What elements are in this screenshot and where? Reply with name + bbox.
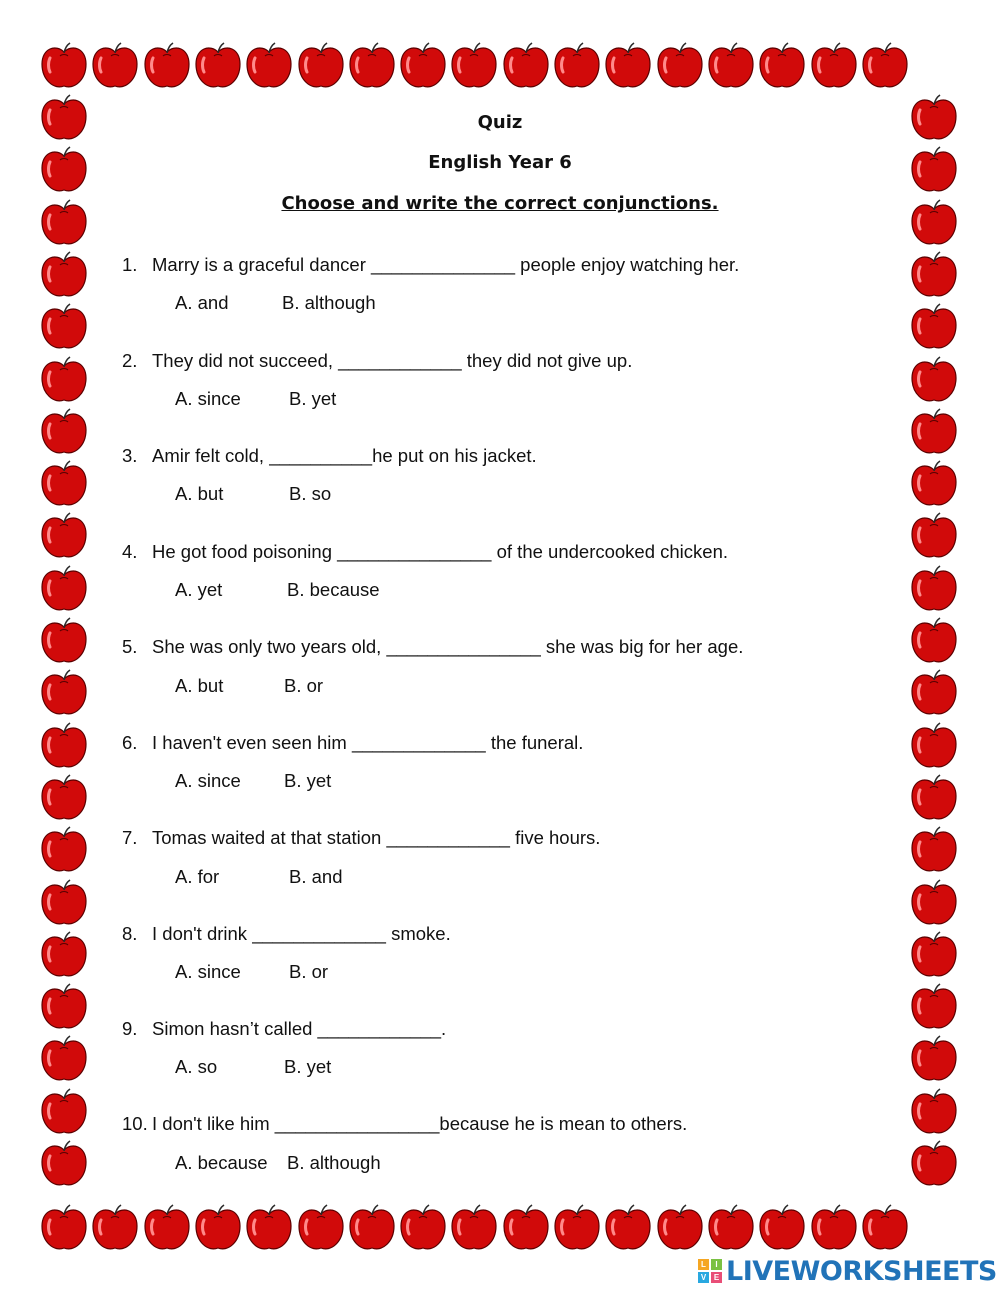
apple-icon	[38, 354, 90, 406]
question-text: I don't like him ________________because he is mean to others.	[152, 1113, 688, 1134]
option-b[interactable]: B. or	[289, 961, 329, 982]
option-a[interactable]: A. and	[175, 292, 229, 313]
apple-icon	[908, 301, 960, 353]
question-text: Simon hasn’t called ____________.	[152, 1018, 447, 1039]
apple-icon	[908, 772, 960, 824]
question-number: 9.	[122, 1018, 138, 1039]
apple-icon	[908, 563, 960, 615]
question-number: 10.	[122, 1113, 148, 1134]
quiz-heading: Quiz	[477, 112, 523, 133]
apple-icon	[756, 1202, 808, 1254]
apple-icon	[908, 981, 960, 1033]
apple-icon	[243, 40, 295, 92]
apple-icon	[908, 1086, 960, 1138]
apple-icon	[908, 249, 960, 301]
option-b[interactable]: B. because	[287, 579, 380, 600]
apple-icon	[38, 981, 90, 1033]
question-text: He got food poisoning _______________ of the undercooked chicken.	[152, 541, 729, 562]
apple-icon	[448, 40, 500, 92]
question-10	[122, 1113, 687, 1135]
question-text: Marry is a graceful dancer ______________ people enjoy watching her.	[152, 254, 740, 275]
option-b[interactable]: B. although	[282, 292, 376, 313]
question-text: They did not succeed, ____________ they did not give up.	[152, 350, 633, 371]
apple-icon	[397, 1202, 449, 1254]
apple-icon	[243, 1202, 295, 1254]
option-a[interactable]: A. but	[175, 483, 224, 504]
apple-icon	[38, 1138, 90, 1190]
option-a[interactable]: A. since	[175, 388, 241, 409]
option-a[interactable]: A. yet	[175, 579, 223, 600]
question-number: 5.	[122, 636, 138, 657]
option-b[interactable]: B. yet	[284, 770, 332, 791]
apple-icon	[192, 1202, 244, 1254]
subject-heading: English Year 6	[428, 152, 572, 173]
question-5	[122, 636, 743, 658]
apple-icon	[859, 40, 911, 92]
option-a[interactable]: A. since	[175, 770, 241, 791]
logo-badge-icon: L I V E	[698, 1259, 722, 1283]
apple-icon	[38, 406, 90, 458]
apple-icon	[908, 929, 960, 981]
option-b[interactable]: B. so	[289, 483, 332, 504]
apple-icon	[551, 40, 603, 92]
question-number: 6.	[122, 732, 138, 753]
apple-icon	[38, 301, 90, 353]
option-a[interactable]: A. because	[175, 1152, 268, 1173]
liveworksheets-logo	[698, 1254, 997, 1288]
apple-icon	[602, 1202, 654, 1254]
apple-icon	[808, 40, 860, 92]
question-4	[122, 541, 728, 563]
apple-icon	[38, 615, 90, 667]
apple-icon	[859, 1202, 911, 1254]
apple-icon	[908, 1138, 960, 1190]
apple-icon	[551, 1202, 603, 1254]
apple-icon	[908, 615, 960, 667]
question-number: 3.	[122, 445, 138, 466]
question-text: Amir felt cold, __________he put on his jacket.	[152, 445, 537, 466]
apple-icon	[448, 1202, 500, 1254]
apple-icon	[38, 667, 90, 719]
apple-icon	[295, 1202, 347, 1254]
apple-icon	[808, 1202, 860, 1254]
question-8	[122, 923, 451, 945]
apple-icon	[38, 40, 90, 92]
apple-icon	[908, 458, 960, 510]
apple-icon	[500, 40, 552, 92]
option-b[interactable]: B. or	[284, 675, 324, 696]
question-7	[122, 827, 600, 849]
apple-icon	[38, 877, 90, 929]
apple-icon	[141, 40, 193, 92]
apple-icon	[908, 667, 960, 719]
apple-icon	[38, 929, 90, 981]
option-a[interactable]: A. but	[175, 675, 224, 696]
apple-icon	[908, 720, 960, 772]
apple-icon	[295, 40, 347, 92]
question-1	[122, 254, 739, 276]
question-2	[122, 350, 632, 372]
question-number: 2.	[122, 350, 138, 371]
apple-icon	[38, 1033, 90, 1085]
question-9	[122, 1018, 446, 1040]
apple-icon	[500, 1202, 552, 1254]
apple-icon	[192, 40, 244, 92]
question-number: 1.	[122, 254, 138, 275]
apple-icon	[346, 40, 398, 92]
apple-icon	[705, 40, 757, 92]
question-text: She was only two years old, _______________ she was big for her age.	[152, 636, 744, 657]
question-6	[122, 732, 583, 754]
apple-icon	[38, 458, 90, 510]
apple-icon	[38, 1086, 90, 1138]
apple-icon	[346, 1202, 398, 1254]
question-number: 7.	[122, 827, 138, 848]
question-number: 4.	[122, 541, 138, 562]
apple-icon	[38, 249, 90, 301]
apple-icon	[908, 877, 960, 929]
question-number: 8.	[122, 923, 138, 944]
apple-icon	[654, 40, 706, 92]
apple-icon	[602, 40, 654, 92]
apple-icon	[397, 40, 449, 92]
apple-icon	[141, 1202, 193, 1254]
apple-icon	[38, 1202, 90, 1254]
question-text: I don't drink _____________ smoke.	[152, 923, 451, 944]
apple-icon	[756, 40, 808, 92]
question-text: I haven't even seen him _____________ the funeral.	[152, 732, 584, 753]
apple-icon	[908, 354, 960, 406]
option-a[interactable]: A. so	[175, 1056, 218, 1077]
logo-text: LIVEWORKSHEETS	[726, 1255, 997, 1287]
option-a[interactable]: A. for	[175, 866, 220, 887]
apple-icon	[908, 824, 960, 876]
option-b[interactable]: B. yet	[284, 1056, 332, 1077]
option-b[interactable]: B. and	[289, 866, 343, 887]
apple-icon	[38, 772, 90, 824]
instruction-heading: Choose and write the correct conjunctions.	[281, 193, 719, 214]
apple-icon	[89, 40, 141, 92]
apple-icon	[38, 510, 90, 562]
question-text: Tomas waited at that station ____________ five hours.	[152, 827, 601, 848]
apple-icon	[908, 406, 960, 458]
apple-icon	[908, 510, 960, 562]
question-3	[122, 445, 537, 467]
apple-icon	[908, 1033, 960, 1085]
apple-icon	[38, 720, 90, 772]
apple-icon	[38, 563, 90, 615]
option-a[interactable]: A. since	[175, 961, 241, 982]
option-b[interactable]: B. yet	[289, 388, 337, 409]
option-b[interactable]: B. although	[287, 1152, 381, 1173]
apple-icon	[654, 1202, 706, 1254]
apple-icon	[89, 1202, 141, 1254]
apple-icon	[705, 1202, 757, 1254]
apple-icon	[38, 824, 90, 876]
